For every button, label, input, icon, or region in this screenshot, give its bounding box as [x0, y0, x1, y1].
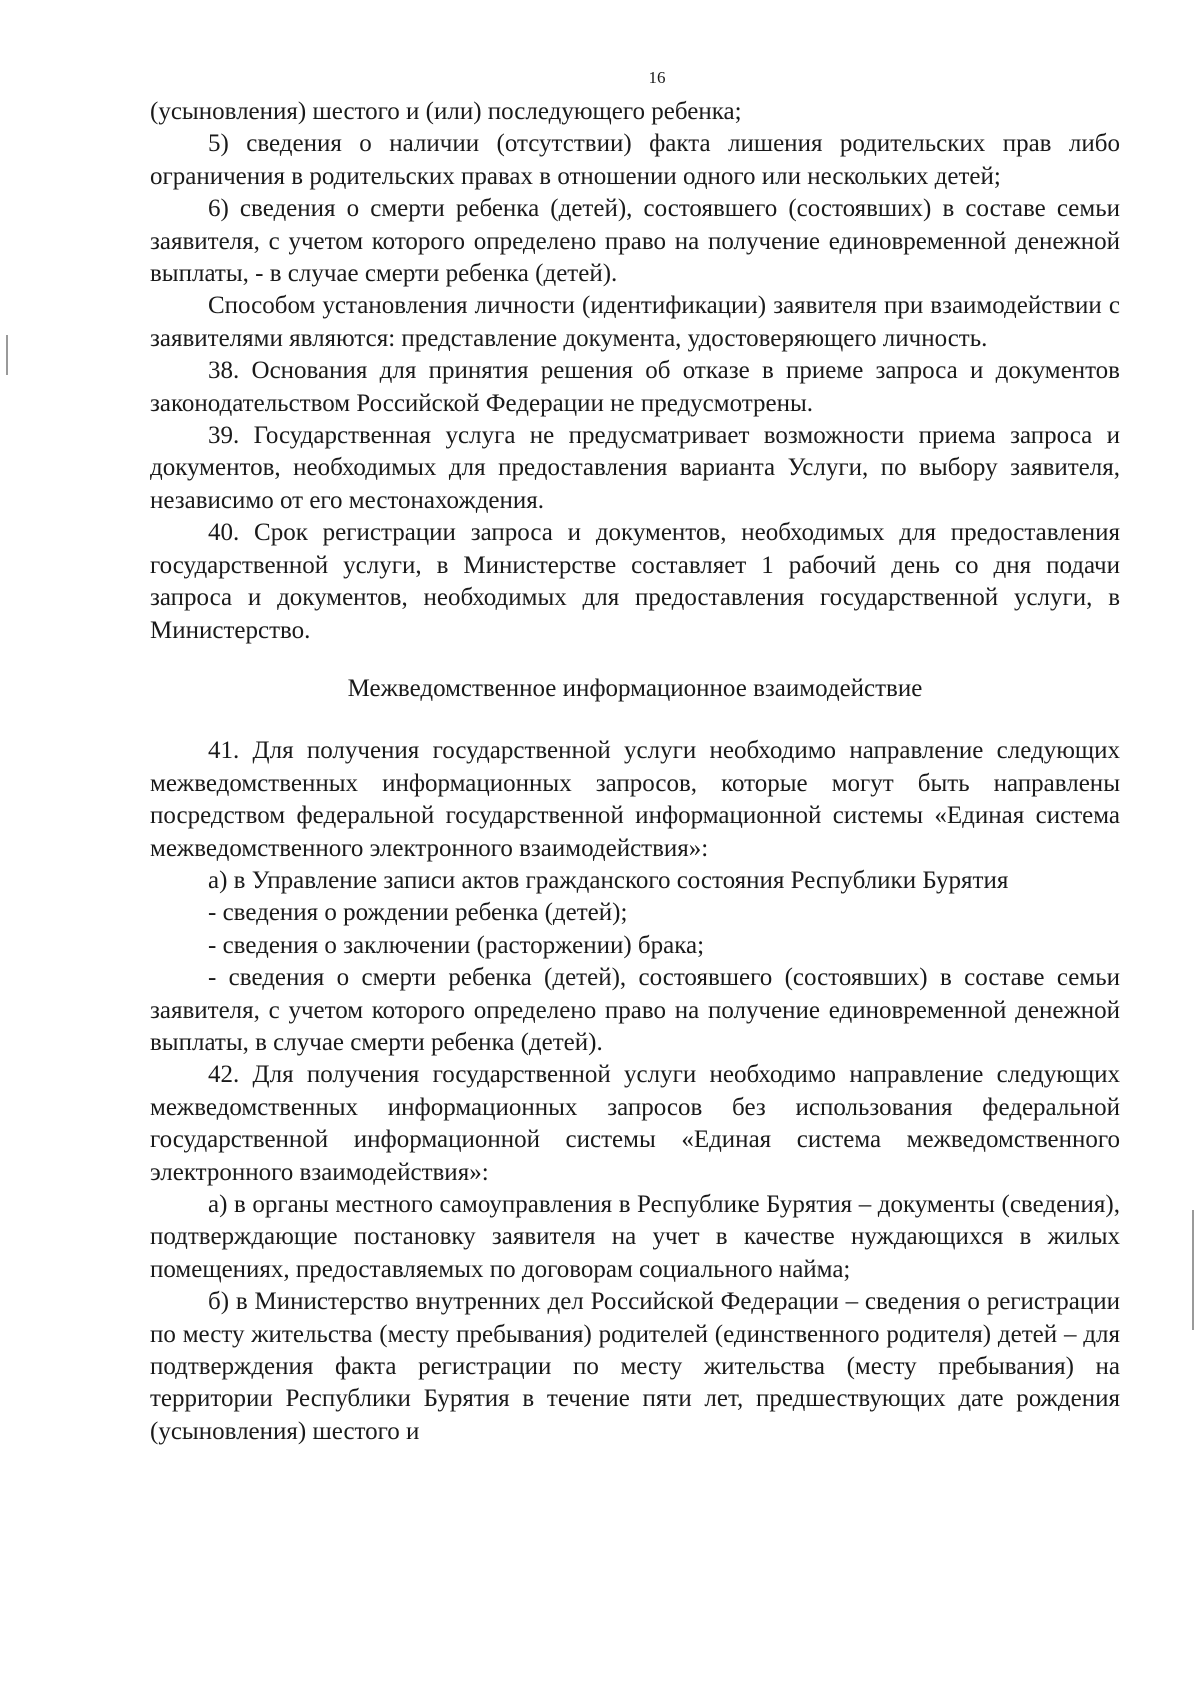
paragraph: (усыновления) шестого и (или) последующего ребенка;: [150, 98, 742, 125]
paragraph: Способом установления личности (идентификации) заявителя при взаимодействии с заявителями являются: представление документа, удостоверяющего личность.: [150, 292, 1120, 352]
paragraph: - сведения о смерти ребенка (детей), состоявшего (состоявших) в составе семьи заявителя, с учетом которого определено право на получение единовременной денежной выплаты, в случае смерти ребенка (детей).: [150, 964, 1120, 1056]
paragraph: б) в Министерство внутренних дел Российской Федерации – сведения о регистрации по месту жительства (месту пребывания) родителей (единственного родителя) детей – для подтверждения факта регистрации по месту жительства (месту пребывания) на территории Республики Бурятия в течение пяти лет, предшествующих дате рождения (усыновления) шестого и: [150, 1288, 1120, 1445]
text-block-upper: [150, 96, 1120, 647]
document-page: [150, 60, 1120, 1448]
scan-edge-mark-right: [1192, 1210, 1194, 1330]
paragraph: 6) сведения о смерти ребенка (детей), состоявшего (состоявших) в составе семьи заявителя, с учетом которого определено право на получение единовременной денежной выплаты, - в случае смерти ребенка (детей).: [150, 195, 1120, 288]
paragraph: - сведения о рождении ребенка (детей);: [208, 899, 628, 927]
paragraph: 38. Основания для принятия решения об отказе в приеме запроса и документов законодательством Российской Федерации не предусмотрены.: [150, 357, 1120, 417]
text-block-lower: [150, 735, 1120, 1448]
paragraph: 5) сведения о наличии (отсутствии) факта лишения родительских прав либо ограничения в родительских правах в отношении одного или нескольких детей;: [150, 130, 1120, 190]
paragraph: а) в органы местного самоуправления в Республике Бурятия – документы (сведения), подтверждающие постановку заявителя на учет в качестве нуждающихся в жилых помещениях, предоставляемых по договорам социального найма;: [150, 1191, 1120, 1283]
paragraph: 42. Для получения государственной услуги необходимо направление следующих межведомственных информационных запросов без использования федеральной государственной информационной системы «Единая система межведомственного электронного взаимодействия»:: [150, 1061, 1120, 1186]
paragraph: 39. Государственная услуга не предусматривает возможности приема запроса и документов, необходимых для предоставления варианта Услуги, по выбору заявителя, независимо от его местонахождения.: [150, 422, 1120, 514]
paragraph: 40. Срок регистрации запроса и документов, необходимых для предоставления государственной услуги, в Министерстве составляет 1 рабочий день со дня подачи запроса и документов, необходимых для предоставления государственной услуги, в Министерство.: [150, 519, 1120, 644]
paragraph: 41. Для получения государственной услуги необходимо направление следующих межведомственных информационных запросов, которые могут быть направлены посредством федеральной государственной информационной системы «Единая система межведомственного электронного взаимодействия»:: [150, 737, 1120, 862]
page-number: 16: [648, 68, 666, 87]
section-heading: Межведомственное информационное взаимодействие: [347, 674, 923, 702]
paragraph: а) в Управление записи актов гражданского состояния Республики Бурятия: [208, 866, 1009, 894]
paragraph: - сведения о заключении (расторжении) брака;: [208, 931, 705, 959]
scan-edge-mark-left: [6, 335, 8, 375]
